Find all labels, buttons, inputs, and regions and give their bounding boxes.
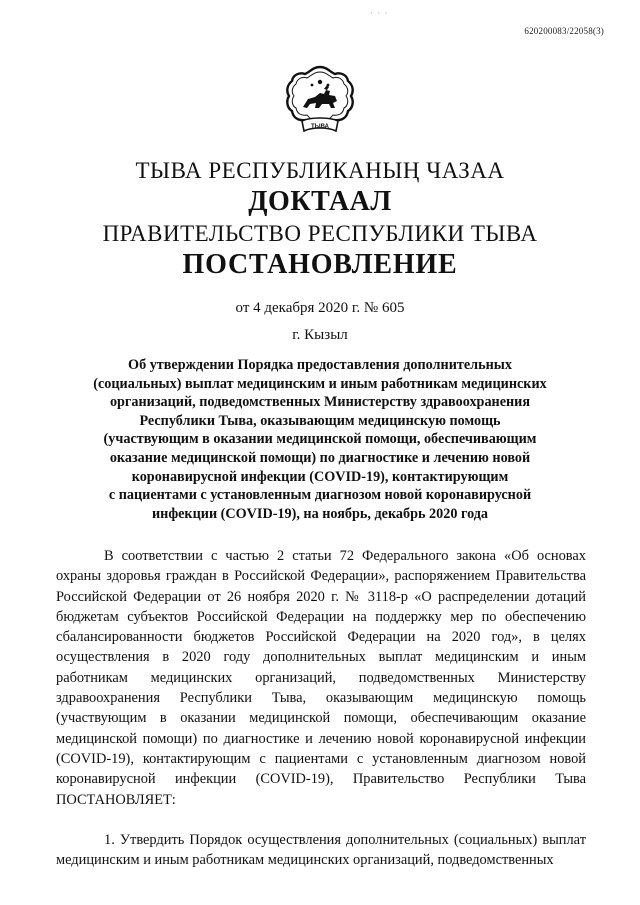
title-line: (социальных) выплат медицинским и иным работникам медицинских [93,375,547,392]
header-ru-doc-type: ПОСТАНОВЛЕНИЕ [182,249,458,280]
document-city: г. Кызыл [292,327,348,343]
title-line: Республики Тыва, оказывающим медицинскую помощь [139,412,501,429]
emblem-ribbon-text: ТЫВА [311,124,329,130]
tyva-coat-of-arms-icon [280,63,360,143]
title-line: оказание медицинской помощи) по диагностике и лечению новой [109,449,531,466]
document-title [80,356,560,523]
document-date: от 4 декабря 2020 г. № 605 [235,300,405,316]
top-marks: · · · [370,8,389,18]
header-ru-line: ПРАВИТЕЛЬСТВО РЕСПУБЛИКИ ТЫВА [102,221,538,246]
header-tyva-doc-type: ДОКТААЛ [248,186,392,217]
title-line: с пациентами с установленным диагнозом новой коронавирусной [108,487,532,504]
header-tyva-line: ТЫВА РЕСПУБЛИКАНЫҢ ЧАЗАА [135,158,505,183]
title-line: инфекции (COVID-19), на ноябрь, декабрь 2020 года [151,505,489,522]
document-body [56,546,586,870]
body-paragraph: В соответствии с частью 2 статьи 72 Федерального закона «Об основах охраны здоровья граждан в Российской Федерации», распоряжением Правительства Российской Федерации от 26 ноября 2020 г. № 3118-р «О распределении дотаций бюджетам субъектов Российской Федерации на поддержку мер по обеспечению сбалансированности бюджетов Российской Федерации на 2020 год», в целях осуществления в 2020 году дополнительных выплат медицинским и иным работникам медицинских организаций, подведомственных Министерству здравоохранения Республики Тыва, оказывающим медицинскую помощь (участвующим в оказании медицинской помощи, обеспечивающим оказание медицинской помощи) по диагностике и лечению новой коронавирусной инфекции (COVID-19), контактирующим с пациентами с установленным диагнозом новой коронавирусной инфекции (COVID-19), Правительство Республики Тыва ПОСТАНОВЛЯЕТ: [56,548,586,808]
title-line: (участвующим в оказании медицинской помощи, обеспечивающим [103,431,537,448]
title-line: Об утверждении Порядка предоставления дополнительных [128,357,512,373]
document-id: 620200083/22058(3) [524,26,604,36]
title-line: организаций, подведомственных Министерству здравоохранения [109,394,531,411]
title-line: коронавирусной инфекции (COVID-19), контактирующим [131,468,509,485]
body-paragraph: 1. Утвердить Порядок осуществления дополнительных (социальных) выплат медицинским и иным работникам медицинских организаций, подведомственных [56,831,586,869]
